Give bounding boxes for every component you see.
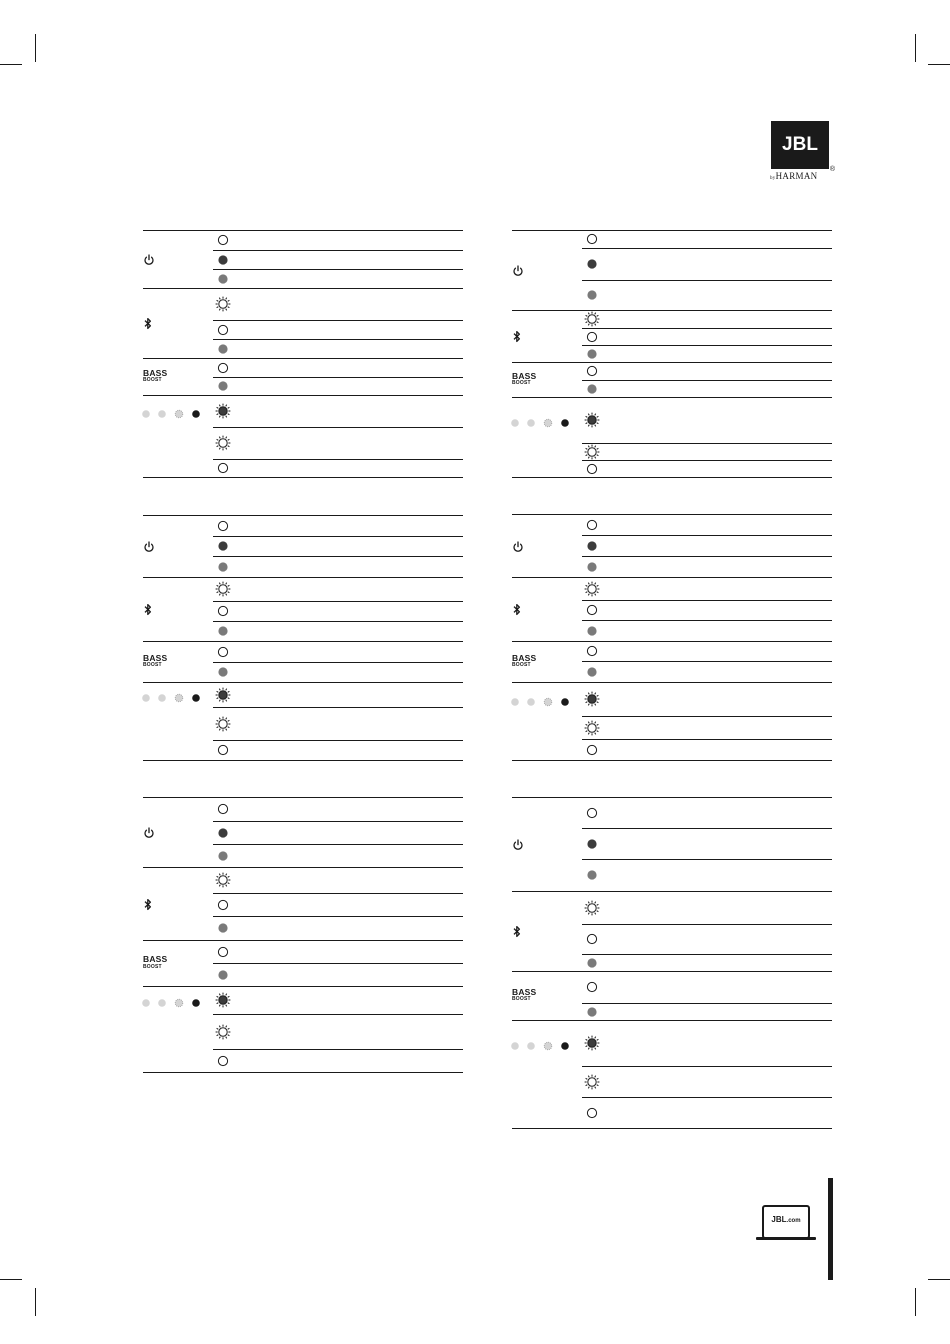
led-solid-grey	[215, 920, 231, 936]
crop-mark	[928, 1279, 950, 1280]
led-solid-grey	[584, 346, 600, 362]
laptop-base	[756, 1237, 816, 1240]
table-rule	[582, 460, 832, 461]
table-rule	[582, 828, 832, 829]
table-rule	[143, 515, 463, 516]
bass-boost-label	[512, 372, 536, 387]
harman-text: HARMAN	[775, 171, 818, 181]
bass-boost-label	[143, 654, 167, 669]
led-blinking-outline	[215, 872, 231, 888]
table-rule	[582, 345, 832, 346]
table-rule	[213, 320, 463, 321]
table-rule	[213, 556, 463, 557]
bluetooth-icon	[143, 898, 153, 916]
table-rule	[512, 477, 832, 478]
battery-dots-icon	[511, 415, 575, 425]
bass-text: BASS	[143, 367, 168, 378]
power-icon	[143, 253, 155, 271]
boost-text: BOOST	[143, 662, 162, 668]
table-rule	[512, 1020, 832, 1021]
led-blinking-filled	[215, 992, 231, 1008]
led-blinking-outline	[215, 716, 231, 732]
led-off-ring	[215, 801, 231, 817]
bluetooth-icon	[512, 603, 522, 621]
led-solid-dark	[584, 256, 600, 272]
table-rule	[582, 535, 832, 536]
table-rule	[582, 739, 832, 740]
led-off-ring	[584, 517, 600, 533]
page-edge-bar	[828, 1178, 833, 1280]
led-off-ring	[215, 742, 231, 758]
power-icon	[512, 264, 524, 282]
led-solid-grey	[584, 623, 600, 639]
table-rule	[512, 514, 832, 515]
registered-mark: ®	[829, 166, 835, 173]
table-rule	[512, 682, 832, 683]
table-rule	[582, 380, 832, 381]
led-solid-dark	[584, 538, 600, 554]
table-rule	[143, 1072, 463, 1073]
bluetooth-icon	[512, 925, 522, 943]
led-off-ring	[215, 322, 231, 338]
table-rule	[582, 661, 832, 662]
bluetooth-icon	[512, 330, 522, 348]
led-solid-grey	[215, 623, 231, 639]
table-rule	[512, 760, 832, 761]
table-rule	[213, 601, 463, 602]
boost-text: BOOST	[512, 380, 531, 386]
led-solid-grey	[215, 967, 231, 983]
led-off-ring	[215, 1053, 231, 1069]
led-off-ring	[215, 944, 231, 960]
battery-dots-icon	[142, 995, 206, 1005]
power-icon	[512, 540, 524, 558]
bass-text: BASS	[143, 652, 168, 663]
led-solid-grey	[215, 559, 231, 575]
battery-dots-icon	[142, 690, 206, 700]
table-rule	[213, 621, 463, 622]
crop-mark	[0, 64, 22, 65]
led-off-ring	[215, 460, 231, 476]
bass-text: BASS	[512, 370, 537, 381]
led-off-ring	[584, 363, 600, 379]
jbl-logo	[771, 121, 835, 173]
led-blinking-outline	[215, 296, 231, 312]
table-rule	[213, 377, 463, 378]
bass-text: BASS	[512, 986, 537, 997]
table-rule	[512, 362, 832, 363]
bass-boost-label	[143, 955, 167, 970]
table-rule	[582, 248, 832, 249]
table-rule	[582, 716, 832, 717]
crop-mark	[915, 1288, 916, 1316]
led-off-ring	[584, 643, 600, 659]
led-off-ring	[584, 742, 600, 758]
led-solid-grey	[584, 559, 600, 575]
led-blinking-outline	[584, 1074, 600, 1090]
led-off-ring	[584, 602, 600, 618]
led-off-ring	[584, 979, 600, 995]
table-rule	[213, 250, 463, 251]
crop-mark	[35, 1288, 36, 1316]
table-rule	[582, 1097, 832, 1098]
led-off-ring	[584, 461, 600, 477]
table-rule	[213, 707, 463, 708]
led-off-ring	[215, 603, 231, 619]
led-blinking-outline	[215, 581, 231, 597]
led-blinking-filled	[215, 403, 231, 419]
led-blinking-filled	[215, 687, 231, 703]
table-rule	[213, 536, 463, 537]
bass-boost-label	[143, 369, 167, 384]
table-rule	[213, 963, 463, 964]
bass-boost-label	[512, 988, 536, 1003]
by-text: by	[770, 176, 776, 181]
led-blinking-outline	[584, 900, 600, 916]
table-rule	[512, 577, 832, 578]
table-rule	[213, 916, 463, 917]
led-solid-grey	[215, 341, 231, 357]
table-rule	[582, 443, 832, 444]
battery-dots-icon	[511, 694, 575, 704]
led-off-ring	[215, 232, 231, 248]
table-rule	[582, 1003, 832, 1004]
table-rule	[143, 797, 463, 798]
led-off-ring	[215, 360, 231, 376]
table-rule	[143, 577, 463, 578]
table-rule	[143, 477, 463, 478]
battery-dots-icon	[511, 1038, 575, 1048]
led-blinking-outline	[215, 1024, 231, 1040]
table-rule	[512, 310, 832, 311]
led-solid-grey	[215, 271, 231, 287]
table-rule	[582, 954, 832, 955]
table-rule	[582, 280, 832, 281]
led-off-ring	[215, 644, 231, 660]
table-rule	[213, 1049, 463, 1050]
table-rule	[213, 893, 463, 894]
table-rule	[143, 641, 463, 642]
table-rule	[213, 269, 463, 270]
table-rule	[143, 358, 463, 359]
table-rule	[512, 971, 832, 972]
led-solid-grey	[584, 664, 600, 680]
led-off-ring	[584, 931, 600, 947]
led-solid-grey	[584, 867, 600, 883]
site-main: JBL	[771, 1215, 787, 1224]
led-off-ring	[584, 805, 600, 821]
table-rule	[213, 339, 463, 340]
led-blinking-outline	[584, 720, 600, 736]
boost-text: BOOST	[143, 963, 162, 970]
table-rule	[143, 682, 463, 683]
table-rule	[213, 1014, 463, 1015]
led-blinking-filled	[584, 691, 600, 707]
led-solid-grey	[584, 381, 600, 397]
table-rule	[582, 924, 832, 925]
led-off-ring	[215, 518, 231, 534]
table-rule	[582, 328, 832, 329]
boost-text: BOOST	[512, 996, 531, 1002]
led-solid-dark	[584, 836, 600, 852]
table-rule	[512, 891, 832, 892]
bluetooth-icon	[143, 317, 153, 335]
table-rule	[582, 620, 832, 621]
bass-text: BASS	[143, 954, 168, 964]
table-rule	[213, 427, 463, 428]
table-rule	[512, 230, 832, 231]
led-blinking-outline	[584, 581, 600, 597]
logo-text: JBL	[782, 134, 818, 155]
crop-mark	[928, 64, 950, 65]
table-rule	[143, 288, 463, 289]
crop-mark	[35, 34, 36, 62]
led-blinking-outline	[584, 311, 600, 327]
jbl-website-icon	[756, 1203, 816, 1243]
table-rule	[512, 797, 832, 798]
battery-dots-icon	[142, 406, 206, 416]
led-blinking-filled	[584, 1035, 600, 1051]
led-solid-dark	[215, 538, 231, 554]
table-rule	[582, 556, 832, 557]
bass-boost-label	[512, 654, 536, 669]
power-icon	[143, 826, 155, 844]
crop-mark	[915, 34, 916, 62]
led-off-ring	[215, 897, 231, 913]
led-off-ring	[584, 1105, 600, 1121]
table-rule	[512, 641, 832, 642]
led-solid-grey	[584, 1004, 600, 1020]
crop-mark	[0, 1279, 22, 1280]
led-blinking-filled	[584, 412, 600, 428]
power-icon	[143, 540, 155, 558]
bluetooth-icon	[143, 603, 153, 621]
bass-text: BASS	[512, 652, 537, 663]
led-solid-grey	[215, 848, 231, 864]
table-rule	[143, 395, 463, 396]
table-rule	[512, 397, 832, 398]
table-rule	[213, 740, 463, 741]
led-blinking-outline	[215, 435, 231, 451]
table-rule	[582, 859, 832, 860]
led-solid-grey	[215, 378, 231, 394]
table-rule	[213, 662, 463, 663]
table-rule	[143, 760, 463, 761]
led-off-ring	[584, 329, 600, 345]
table-rule	[582, 600, 832, 601]
table-rule	[213, 821, 463, 822]
table-rule	[213, 844, 463, 845]
table-rule	[143, 986, 463, 987]
by-harman	[770, 171, 817, 181]
table-rule	[213, 459, 463, 460]
table-rule	[143, 230, 463, 231]
table-rule	[143, 940, 463, 941]
led-solid-grey	[215, 664, 231, 680]
led-solid-grey	[584, 287, 600, 303]
website-label	[764, 1215, 808, 1224]
led-solid-dark	[215, 252, 231, 268]
boost-text: BOOST	[143, 377, 162, 383]
led-blinking-outline	[584, 444, 600, 460]
led-solid-grey	[584, 955, 600, 971]
led-solid-dark	[215, 825, 231, 841]
power-icon	[512, 838, 524, 856]
boost-text: BOOST	[512, 662, 531, 668]
site-suffix: .com	[786, 1218, 801, 1224]
table-rule	[143, 867, 463, 868]
led-off-ring	[584, 231, 600, 247]
table-rule	[512, 1128, 832, 1129]
table-rule	[582, 1066, 832, 1067]
